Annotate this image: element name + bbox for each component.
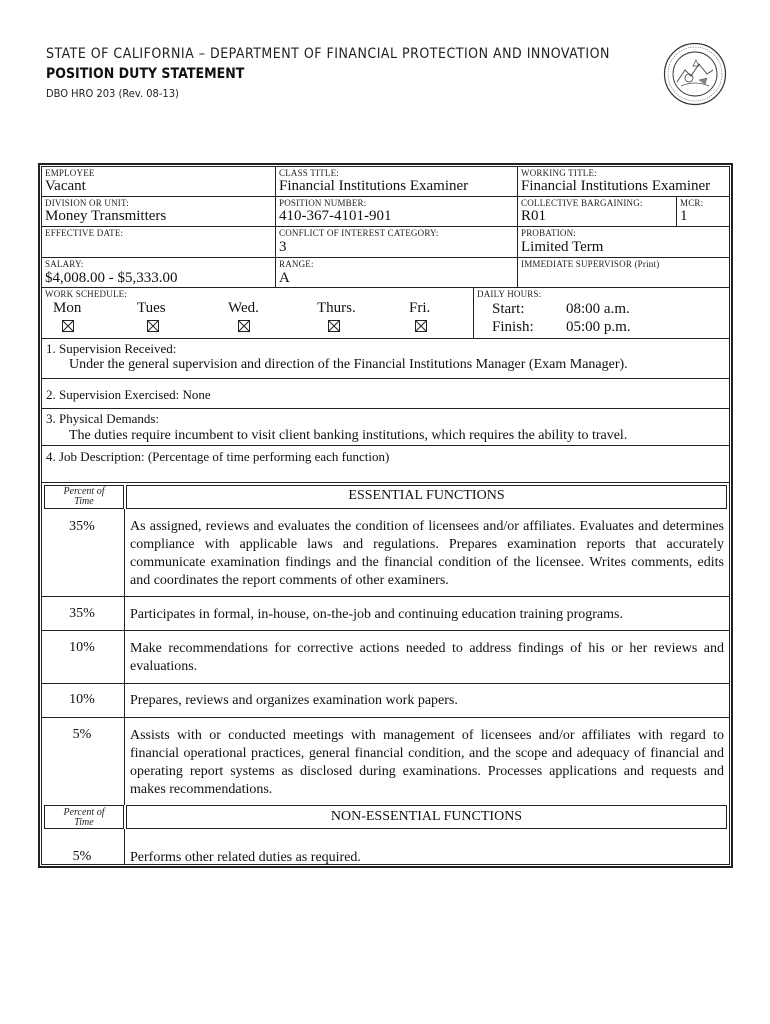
wed-checkbox[interactable] xyxy=(238,320,250,332)
essential-functions-heading: ESSENTIAL FUNCTIONS xyxy=(348,488,505,503)
effective-date-label: EFFECTIVE DATE: xyxy=(45,228,124,238)
document-title: POSITION DUTY STATEMENT xyxy=(46,66,245,82)
mon-checkbox[interactable] xyxy=(62,320,74,332)
function-description: Participates in formal, in-house, on-the-job and continuing education training programs. xyxy=(130,607,623,622)
percent-header-line2: Time xyxy=(74,496,94,507)
function-description: Performs other related duties as required. xyxy=(130,850,361,865)
job-description-heading: 4. Job Description: (Percentage of time performing each function) xyxy=(46,449,390,464)
day-tues-label: Tues xyxy=(137,300,166,316)
division-value: Money Transmitters xyxy=(45,208,167,224)
function-description: Prepares, reviews and organizes examination work papers. xyxy=(130,693,458,708)
day-fri-label: Fri. xyxy=(409,300,431,316)
probation-value: Limited Term xyxy=(521,239,604,255)
divider xyxy=(473,287,474,338)
divider xyxy=(41,287,730,288)
mcr-value: 1 xyxy=(680,208,688,224)
day-mon-label: Mon xyxy=(53,300,82,316)
form-number: DBO HRO 203 (Rev. 08-13) xyxy=(46,87,179,100)
divider xyxy=(41,408,730,409)
working-title-value: Financial Institutions Examiner xyxy=(521,178,711,194)
daily-hours-label: DAILY HOURS: xyxy=(477,289,542,299)
range-label: RANGE: xyxy=(279,259,314,269)
function-percent: 5% xyxy=(72,727,92,742)
function-percent: 10% xyxy=(69,640,95,655)
thurs-checkbox[interactable] xyxy=(328,320,340,332)
bargaining-label: COLLECTIVE BARGAINING: xyxy=(521,198,643,208)
division-label: DIVISION OR UNIT: xyxy=(45,198,129,208)
start-time: 08:00 a.m. xyxy=(566,301,630,317)
physical-demands-heading: 3. Physical Demands: xyxy=(46,411,160,426)
divider xyxy=(41,378,730,379)
divider xyxy=(676,196,677,226)
class-title-label: CLASS TITLE: xyxy=(279,168,339,178)
divider xyxy=(41,482,730,483)
supervisor-label: IMMEDIATE SUPERVISOR (Print) xyxy=(521,259,660,269)
function-description: Make recommendations for corrective actions needed to address findings of his or her reviews and evaluations. xyxy=(130,641,724,674)
divider xyxy=(41,445,730,446)
mcr-label: MCR: xyxy=(680,198,704,208)
day-wed-label: Wed. xyxy=(228,300,259,316)
bargaining-value: R01 xyxy=(521,208,547,224)
employee-value: Vacant xyxy=(45,178,86,194)
supervision-exercised-heading: 2. Supervision Exercised: None xyxy=(46,387,211,402)
start-label: Start: xyxy=(492,301,525,317)
finish-label: Finish: xyxy=(492,319,534,335)
percent-header-line1: Percent of xyxy=(63,807,105,818)
non-essential-functions-heading: NON-ESSENTIAL FUNCTIONS xyxy=(330,809,523,824)
divider xyxy=(41,717,730,718)
salary-value: $4,008.00 - $5,333.00 xyxy=(45,270,178,286)
function-percent: 5% xyxy=(72,849,92,864)
working-title-label: WORKING TITLE: xyxy=(521,168,597,178)
divider xyxy=(124,509,125,805)
divider xyxy=(41,596,730,597)
function-description: As assigned, reviews and evaluates the condition of licensees and/or affiliates. Evaluates and determines compliance with applicable laws and regulations. Prepares examination reports that accurately communicate examination findings and the financial condition of the licensee. Writes comments, edits and coordinates the report comments of other examiners. xyxy=(130,519,724,588)
divider xyxy=(124,829,125,865)
agency-heading: STATE OF CALIFORNIA – DEPARTMENT OF FINANCIAL PROTECTION AND INNOVATION xyxy=(46,46,610,62)
position-number-label: POSITION NUMBER: xyxy=(279,198,367,208)
work-schedule-label: WORK SCHEDULE: xyxy=(45,289,128,299)
function-percent: 35% xyxy=(69,519,95,534)
conflict-label: CONFLICT OF INTEREST CATEGORY: xyxy=(279,228,439,238)
supervision-received-heading: 1. Supervision Received: xyxy=(46,341,177,356)
percent-header-line2: Time xyxy=(74,817,94,828)
divider xyxy=(41,196,730,197)
divider xyxy=(41,226,730,227)
function-description: Assists with or conducted meetings with management of licensees and/or affiliates with regard to financial operational practices, general financial condition, and the scope and adequacy of financial and operating report systems as disclosed during examinations. Processes applications and requests and makes recommendations. xyxy=(130,728,724,797)
physical-demands-text: The duties require incumbent to visit client banking institutions, which requires the ability to travel. xyxy=(69,428,628,443)
function-percent: 35% xyxy=(69,606,95,621)
divider xyxy=(41,257,730,258)
percent-header-line1: Percent of xyxy=(63,486,105,497)
day-thurs-label: Thurs. xyxy=(317,300,356,316)
function-percent: 10% xyxy=(69,692,95,707)
range-value: A xyxy=(279,270,290,286)
salary-label: SALARY: xyxy=(45,259,84,269)
probation-label: PROBATION: xyxy=(521,228,577,238)
fri-checkbox[interactable] xyxy=(415,320,427,332)
divider xyxy=(41,630,730,631)
state-seal-icon xyxy=(663,42,727,106)
conflict-value: 3 xyxy=(279,239,287,255)
tues-checkbox[interactable] xyxy=(147,320,159,332)
supervision-received-text: Under the general supervision and direction of the Financial Institutions Manager (Exam Manager). xyxy=(69,357,628,372)
class-title-value: Financial Institutions Examiner xyxy=(279,178,469,194)
divider xyxy=(41,683,730,684)
position-number-value: 410-367-4101-901 xyxy=(279,208,392,224)
finish-time: 05:00 p.m. xyxy=(566,319,631,335)
employee-label: EMPLOYEE xyxy=(45,168,95,178)
divider xyxy=(41,338,730,339)
